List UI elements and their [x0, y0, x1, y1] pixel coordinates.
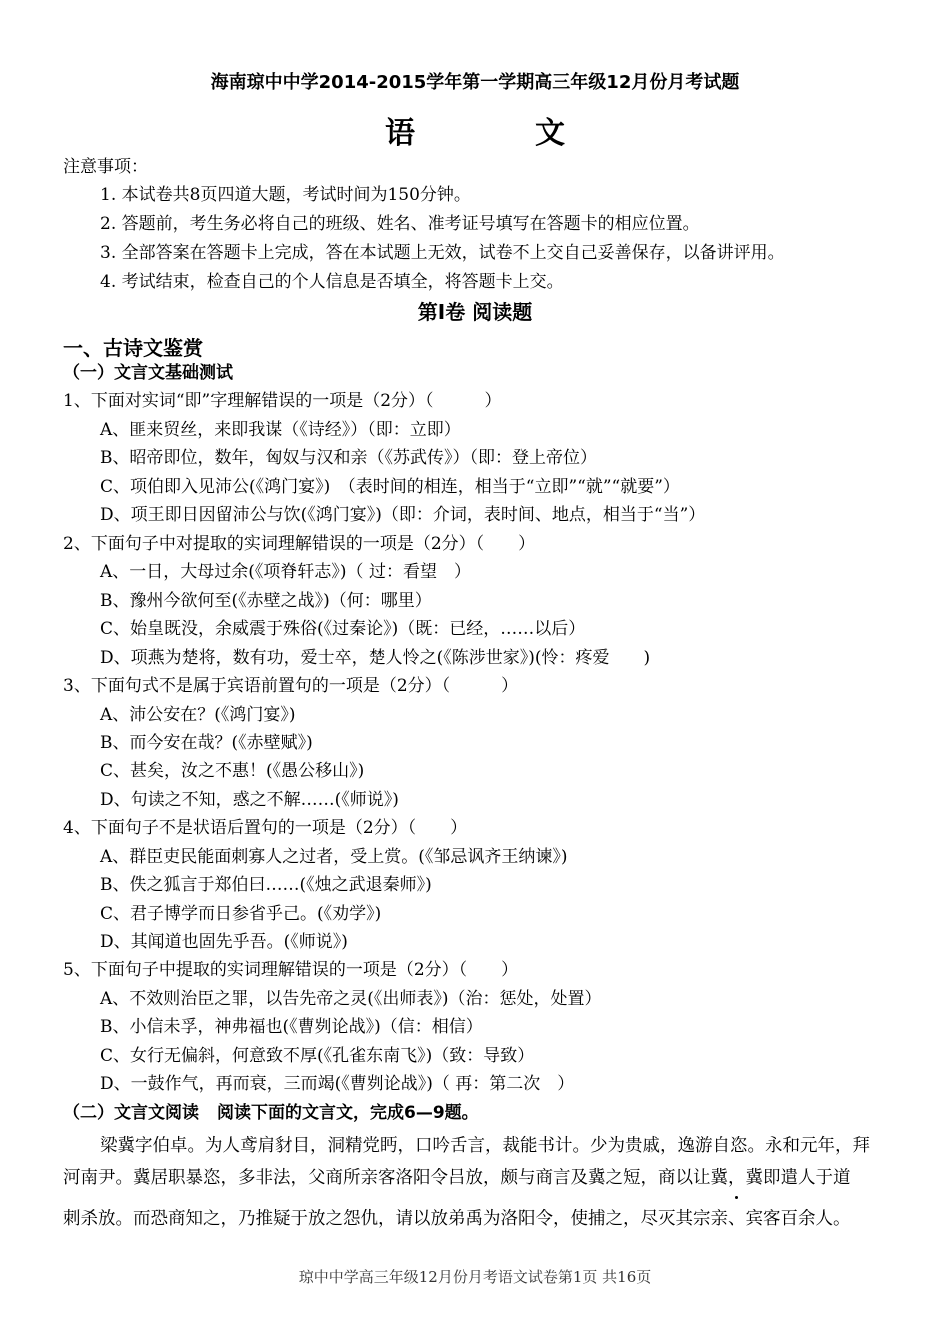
question-option: C、始皇既没，余威震于殊俗(《过秦论》)（既：已经，……以后）	[100, 619, 586, 639]
passage-line: 河南尹。冀居职暴恣，多非法，父商所亲客洛阳令吕放，颇与商言及冀之短，商以让冀，冀即遣人于道	[63, 1168, 851, 1188]
question-option: C、女行无偏斜，何意致不厚(《孔雀东南飞》)（致：导致）	[100, 1046, 535, 1066]
question-stem: 3、下面句式不是属于宾语前置句的一项是（2分）（ ）	[63, 676, 519, 696]
section-heading: 一、古诗文鉴赏	[63, 336, 203, 360]
question-option: C、甚矣，汝之不惠！(《愚公移山》)	[100, 761, 365, 781]
question-option: D、一鼓作气，再而衰，三而竭(《曹刿论战》)（ 再：第二次 ）	[100, 1074, 575, 1094]
question-option: B、小信未孚，神弗福也(《曹刿论战》)（信：相信）	[100, 1017, 483, 1037]
page-footer: 琼中中学高三年级12月份月考语文试卷第1页 共16页	[298, 1268, 652, 1286]
subsection-line	[63, 1101, 479, 1125]
question-option: A、不效则治臣之罪，以告先帝之灵(《出师表》)（治：惩处，处置）	[100, 989, 602, 1009]
question-stem: 2、下面句子中对提取的实词理解错误的一项是（2分）（ ）	[63, 534, 536, 554]
notice-item: 3. 全部答案在答题卡上完成，答在本试题上无效，试卷不上交自己妥善保存，以备讲评用。	[100, 243, 785, 263]
subject-title	[0, 108, 950, 152]
question-option: B、而今安在哉？(《赤壁赋》)	[100, 733, 313, 753]
notice-item: 4. 考试结束，检查自己的个人信息是否填全，将答题卡上交。	[100, 272, 564, 292]
question-option: D、项王即日因留沛公与饮(《鸿门宴》)（即：介词，表时间、地点，相当于“当”）	[100, 505, 706, 525]
question-option: C、君子博学而日参省乎己。(《劝学》)	[100, 904, 382, 924]
question-option: D、其闻道也固先乎吾。(《师说》)	[100, 932, 348, 952]
subsection-heading: （二）文言文阅读	[63, 1103, 199, 1123]
question-stem: 4、下面句子不是状语后置句的一项是（2分）（ ）	[63, 818, 468, 838]
notice-item: 2. 答题前，考生务必将自己的班级、姓名、准考证号填写在答题卡的相应位置。	[100, 214, 700, 234]
emphasis-dot	[735, 1196, 738, 1199]
question-option: C、项伯即入见沛公(《鸿门宴》) （表时间的相连，相当于“立即”“就”“就要”）	[100, 477, 680, 497]
question-stem: 5、下面句子中提取的实词理解错误的一项是（2分）（ ）	[63, 960, 519, 980]
question-stem: 1、下面对实词“即”字理解错误的一项是（2分）（ ）	[63, 391, 502, 411]
question-option: A、沛公安在？(《鸿门宴》)	[100, 705, 296, 725]
notice-item: 1. 本试卷共8页四道大题，考试时间为150分钟。	[100, 185, 471, 205]
question-option: A、群臣吏民能面刺寡人之过者，受上赏。(《邹忌讽齐王纳谏》)	[100, 847, 568, 867]
subject-char-2: 文	[535, 116, 565, 151]
question-option: A、匪来贸丝，来即我谋（《诗经》）（即：立即）	[100, 420, 461, 440]
question-option: B、昭帝即位，数年，匈奴与汉和亲（《苏武传》）（即：登上帝位）	[100, 448, 597, 468]
passage-line: 刺杀放。而恐商知之，乃推疑于放之怨仇，请以放弟禹为洛阳令，使捕之，尽灭其宗亲、宾客百余人。	[63, 1209, 851, 1229]
subsection-heading: （一）文言文基础测试	[63, 363, 233, 383]
volume-title: 第Ⅰ卷 阅读题	[417, 300, 533, 324]
notice-heading: 注意事项：	[63, 157, 148, 177]
question-option: A、一日，大母过余(《项脊轩志》)（ 过：看望 ）	[100, 562, 471, 582]
passage-line: 梁冀字伯卓。为人鸢肩豺目，洞精党眄，口吟舌言，裁能书计。少为贵戚，逸游自恣。永和元年，拜	[100, 1136, 870, 1156]
question-option: D、项燕为楚将，数有功，爱士卒，楚人怜之(《陈涉世家》)(怜：疼爱 )	[100, 648, 651, 668]
question-option: D、句读之不知，惑之不解……(《师说》)	[100, 790, 399, 810]
reading-instruction: 阅读下面的文言文，完成6—9题。	[217, 1103, 479, 1123]
question-option: B、豫州今欲何至(《赤壁之战》)（何：哪里）	[100, 591, 432, 611]
subject-char-1: 语	[385, 116, 415, 151]
exam-title: 海南琼中中学2014-2015学年第一学期高三年级12月份月考试题	[210, 72, 740, 93]
question-option: B、佚之狐言于郑伯曰……(《烛之武退秦师》)	[100, 875, 432, 895]
